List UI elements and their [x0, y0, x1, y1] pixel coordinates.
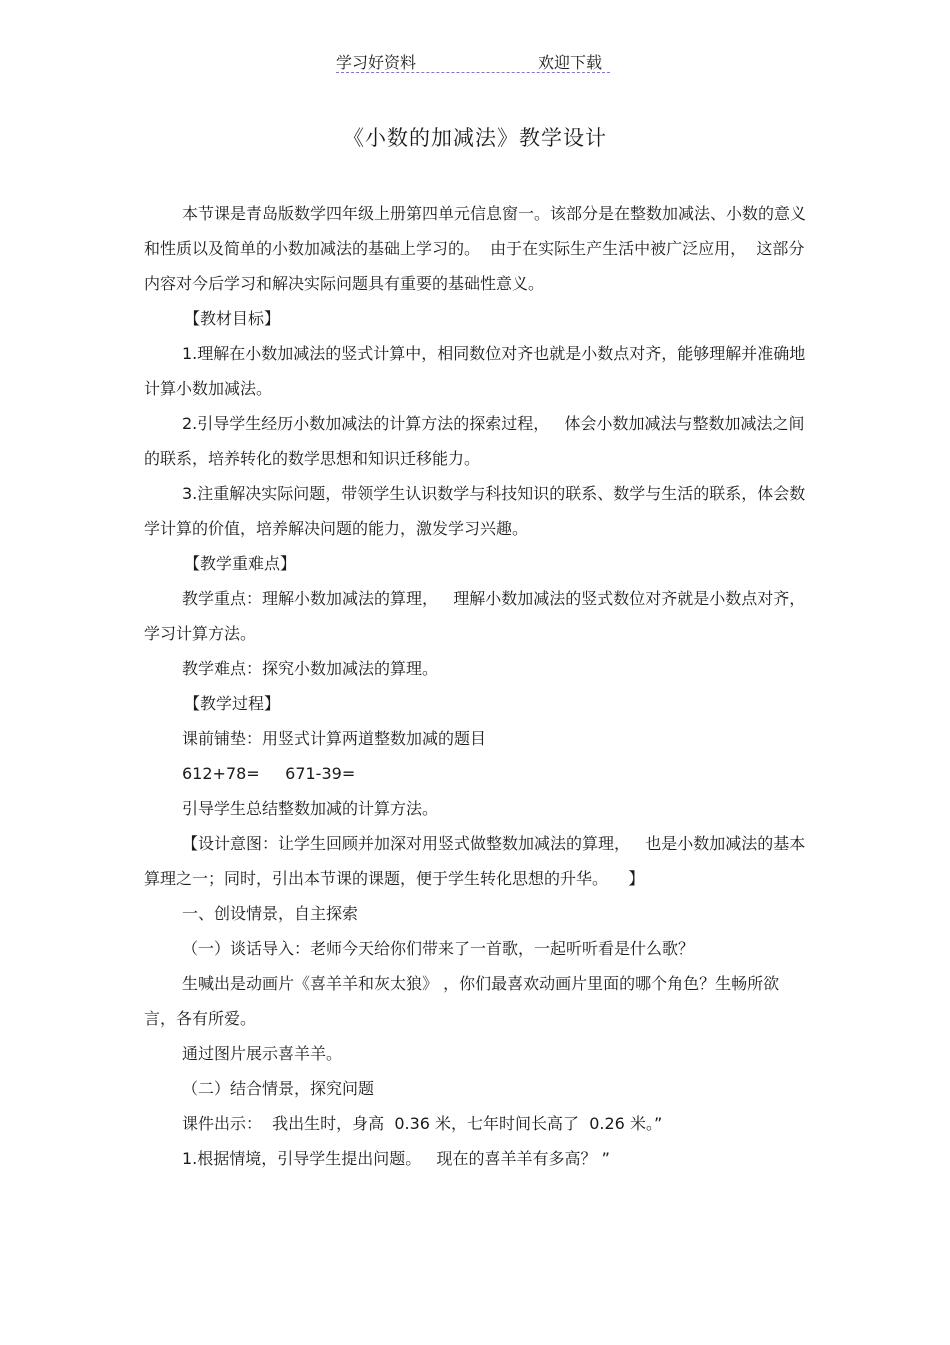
header-right-text: 欢迎下载	[538, 53, 603, 72]
paragraph: 612+78= 671-39=	[182, 764, 356, 783]
paragraph: 1.根据情境，引导学生提出问题。 现在的喜羊羊有多高？ ”	[182, 1149, 610, 1168]
header-dashed-rule	[336, 72, 610, 73]
paragraph: （二）结合情景，探究问题	[182, 1079, 375, 1098]
paragraph: 一、创设情景，自主探索	[182, 904, 359, 923]
paragraph: 【设计意图：让学生回顾并加深对用竖式做整数加减法的算理， 也是小数加减法的基本算理之一；同时，引出本节课的课题，便于学生转化思想的升华。 】	[144, 834, 806, 888]
paragraph: （一）谈话导入：老师今天给你们带来了一首歌，一起听听看是什么歌？	[182, 939, 695, 958]
paragraph: 1.理解在小数加减法的竖式计算中，相同数位对齐也就是小数点对齐，能够理解并准确地计算小数加减法。	[144, 344, 806, 398]
paragraph: 通过图片展示喜羊羊。	[182, 1044, 343, 1063]
document-title: 《小数的加减法》教学设计	[343, 126, 607, 150]
page-header	[0, 50, 950, 74]
section-heading: 【教学过程】	[184, 694, 281, 713]
paragraph: 教学重点：理解小数加减法的算理， 理解小数加减法的竖式数位对齐就是小数点对齐，学习计算方法。	[144, 589, 806, 643]
section-heading: 【教材目标】	[184, 309, 281, 328]
paragraph: 2.引导学生经历小数加减法的计算方法的探索过程， 体会小数加减法与整数加减法之间的联系，培养转化的数学思想和知识迁移能力。	[144, 414, 805, 468]
document-body	[144, 196, 809, 1176]
paragraph: 本节课是青岛版数学四年级上册第四单元信息窗一。该部分是在整数加减法、小数的意义和性质以及简单的小数加减法的基础上学习的。 由于在实际生产生活中被广泛应用， 这部分内容对今后学习和解决实际问题具有重要的基础性意义。	[144, 204, 807, 293]
paragraph: 教学难点：探究小数加减法的算理。	[182, 659, 439, 678]
paragraph: 课前铺垫：用竖式计算两道整数加减的题目	[182, 729, 487, 748]
paragraph: 生喊出是动画片《喜羊羊和灰太狼》 ，你们最喜欢动画片里面的哪个角色？生畅所欲言，各有所爱。	[144, 974, 780, 1028]
paragraph: 3.注重解决实际问题，带领学生认识数学与科技知识的联系、数学与生活的联系，体会数学计算的价值，培养解决问题的能力，激发学习兴趣。	[144, 484, 806, 538]
section-heading: 【教学重难点】	[184, 554, 297, 573]
header-left-text: 学习好资料	[336, 53, 417, 72]
paragraph: 引导学生总结整数加减的计算方法。	[182, 799, 439, 818]
paragraph: 课件出示： 我出生时，身高 0.36 米，七年时间长高了 0.26 米。”	[182, 1114, 663, 1133]
